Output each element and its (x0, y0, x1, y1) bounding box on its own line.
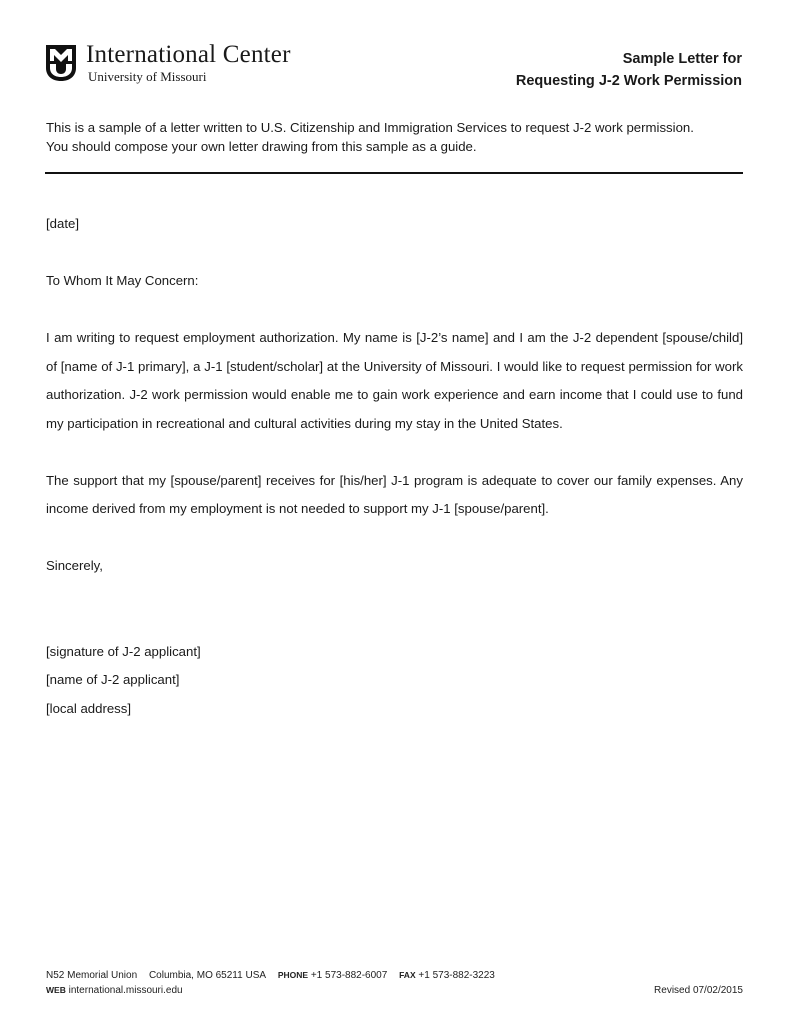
letter-date: [date] (46, 216, 79, 231)
name-placeholder: [name of J-2 applicant] (46, 672, 180, 687)
footer-address: N52 Memorial Union (46, 970, 138, 981)
web-label: WEB (46, 985, 66, 995)
footer-web-link[interactable]: international.missouri.edu (68, 985, 183, 996)
footer-contact-row (46, 968, 743, 983)
letter-paragraph-1: I am writing to request employment authorization. My name is [J-2’s name] and I am the J-2 dependent [spouse/child] of [name of J-1 primary], a J-1 [student/scholar] at the University of Missouri. I would like to request permission for work authorization. J-2 work permission would enable me to gain work experience and earn income that I could use to fund my participation in recreational and cultural activities during my stay in the United States. (46, 330, 743, 431)
letter-body (46, 210, 743, 723)
divider (45, 172, 743, 174)
brand-subtitle: University of Missouri (88, 69, 207, 84)
footer-web-row (46, 983, 743, 998)
title-line-1: Sample Letter for (622, 51, 742, 67)
letter-paragraph-2: The support that my [spouse/parent] receives for [his/her] J-1 program is adequate to cover our family expenses. Any income derived from my employment is not needed to support my J-1 [spouse/parent]. (46, 472, 743, 516)
intro-text (46, 118, 746, 156)
brand-name: International Center (86, 41, 291, 68)
address-placeholder: [local address] (46, 700, 132, 716)
intro-line-2: You should compose your own letter drawing from this sample as a guide. (46, 139, 477, 154)
signature-placeholder: [signature of J-2 applicant] (46, 643, 201, 659)
letter-salutation: To Whom It May Concern: (46, 273, 199, 288)
phone-label: PHONE (277, 970, 309, 980)
fax-label: FAX (399, 970, 416, 980)
letter-closing: Sincerely, (46, 558, 103, 573)
document-title (516, 48, 742, 92)
footer-city: Columbia, MO 65211 USA (148, 970, 267, 981)
footer-fax: +1 573-882-3223 (418, 970, 495, 981)
mizzou-mu-logo-icon (45, 44, 77, 82)
footer (46, 968, 743, 998)
footer-phone: +1 573-882-6007 (310, 970, 388, 981)
intro-line-1: This is a sample of a letter written to U.S. Citizenship and Immigration Services to request J-2 work permission. (46, 120, 694, 135)
title-line-2: Requesting J-2 Work Permission (515, 73, 742, 89)
revision-date: Revised 07/02/2015 (654, 985, 743, 996)
